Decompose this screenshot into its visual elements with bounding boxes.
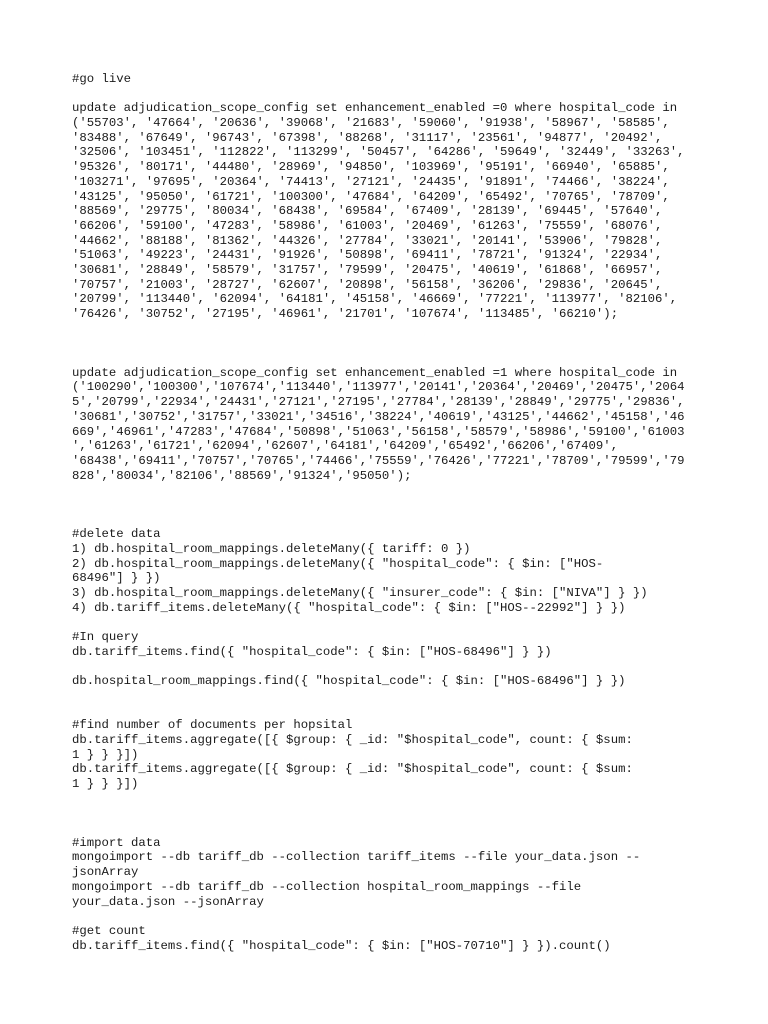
blank-line (72, 483, 696, 498)
blank-line (72, 322, 696, 337)
code-line: 1 } } }]) (72, 747, 139, 762)
code-line: update adjudication_scope_config set enhancement_enabled =1 where hospital_code in (72, 365, 678, 380)
blank-line (72, 909, 696, 924)
find-count-heading: #find number of documents per hopsital (72, 718, 353, 733)
blank-line (72, 792, 696, 807)
blank-line (72, 615, 696, 630)
go-live-heading: #go live (72, 72, 132, 86)
code-line: 4) db.tariff_items.deleteMany({ "hospital_code": { $in: ["HOS--22992"] } }) (72, 600, 626, 615)
code-line: your_data.json --jsonArray (72, 894, 264, 909)
code-line: 68496"] } }) (72, 571, 161, 586)
code-line: '88569', '29775', '80034', '68438', '69584', '67409', '28139', '69445', '57640', (72, 204, 663, 219)
import-data-commands (72, 850, 696, 909)
code-line: db.tariff_items.find({ "hospital_code": { $in: ["HOS-70710"] } }).count() (72, 938, 611, 953)
delete-data-heading: #delete data (72, 527, 161, 542)
find-count-commands (72, 733, 696, 792)
code-line: jsonArray (72, 865, 139, 880)
code-line: db.tariff_items.aggregate([{ $group: { _id: "$hospital_code", count: { $sum: (72, 732, 633, 747)
blank-line (72, 498, 696, 513)
code-line: ','61263','61721','62094','62607','64181','64209','65492','66206','67409', (72, 439, 619, 454)
code-line: '51063', '49223', '24431', '91926', '50898', '69411', '78721', '91324', '22934', (72, 248, 663, 263)
code-line: db.tariff_items.aggregate([{ $group: { _id: "$hospital_code", count: { $sum: (72, 762, 633, 777)
code-line: '70757', '21003', '28727', '62607', '20898', '56158', '36206', '29836', '20645', (72, 277, 663, 292)
code-line: db.tariff_items.find({ "hospital_code": { $in: ["HOS-68496"] } }) (72, 644, 552, 659)
code-line: mongoimport --db tariff_db --collection tariff_items --file your_data.json -- (72, 850, 641, 865)
code-line: mongoimport --db tariff_db --collection hospital_room_mappings --file (72, 879, 582, 894)
get-count-heading: #get count (72, 923, 146, 938)
code-line: '44662', '88188', '81362', '44326', '27784', '33021', '20141', '53906', '79828', (72, 233, 663, 248)
blank-line (72, 821, 696, 836)
code-line: ('100290','100300','107674','113440','113977','20141','20364','20469','20475','2064 (72, 380, 685, 395)
code-line: '32506', '103451', '112822', '113299', '50457', '64286', '59649', '32449', '33263', (72, 145, 685, 160)
code-line: 669','46961','47283','47684','50898','51063','56158','58579','58986','59100','61003 (72, 424, 685, 439)
code-line: '95326', '80171', '44480', '28969', '94850', '103969', '95191', '66940', '65885', (72, 160, 670, 175)
import-data-heading: #import data (72, 835, 161, 850)
code-line: '30681','30752','31757','33021','34516','38224','40619','43125','44662','45158','46 (72, 409, 685, 424)
code-line: '83488', '67649', '96743', '67398', '88268', '31117', '23561', '94877', '20492', (72, 130, 663, 145)
code-line: 1) db.hospital_room_mappings.deleteMany({ tariff: 0 }) (72, 542, 471, 556)
go-live-query-enable (72, 366, 696, 484)
code-line: '30681', '28849', '58579', '31757', '79599', '20475', '40619', '61868', '66957', (72, 262, 663, 277)
blank-line (72, 513, 696, 528)
code-line: '68438','69411','70757','70765','74466','75559','76426','77221','78709','79599','79 (72, 453, 685, 468)
code-line: 5','20799','22934','24431','27121','27195','27784','28139','28849','29775','29836', (72, 395, 685, 410)
blank-line (72, 351, 696, 366)
code-line: 3) db.hospital_room_mappings.deleteMany({ "insurer_code": { $in: ["NIVA"] } }) (72, 586, 648, 601)
code-line: 828','80034','82106','88569','91324','95050'); (72, 468, 412, 483)
blank-line (72, 87, 696, 102)
code-line: '103271', '97695', '20364', '74413', '27121', '24435', '91891', '74466', '38224', (72, 174, 670, 189)
code-line: '66206', '59100', '47283', '58986', '61003', '20469', '61263', '75559', '68076', (72, 218, 663, 233)
code-line: 1 } } }]) (72, 777, 139, 791)
code-line: 2) db.hospital_room_mappings.deleteMany({ "hospital_code": { $in: ["HOS- (72, 556, 604, 571)
delete-data-commands (72, 542, 696, 615)
code-line: ('55703', '47664', '20636', '39068', '21683', '59060', '91938', '58967', '58585', (72, 116, 670, 131)
blank-line (72, 689, 696, 704)
blank-line (72, 336, 696, 351)
blank-line (72, 660, 696, 675)
code-line: update adjudication_scope_config set enhancement_enabled =0 where hospital_code in (72, 101, 678, 116)
go-live-query-disable (72, 101, 696, 321)
code-line: '43125', '95050', '61721', '100300', '47684', '64209', '65492', '70765', '78709', (72, 189, 670, 204)
code-line: '76426', '30752', '27195', '46961', '21701', '107674', '113485', '66210'); (72, 307, 619, 321)
document-page (72, 72, 696, 953)
code-line: '20799', '113440', '62094', '64181', '45158', '46669', '77221', '113977', '82106', (72, 292, 678, 307)
blank-line (72, 806, 696, 821)
code-line: db.hospital_room_mappings.find({ "hospital_code": { $in: ["HOS-68496"] } }) (72, 674, 626, 689)
blank-line (72, 704, 696, 719)
in-query-heading: #In query (72, 630, 139, 645)
